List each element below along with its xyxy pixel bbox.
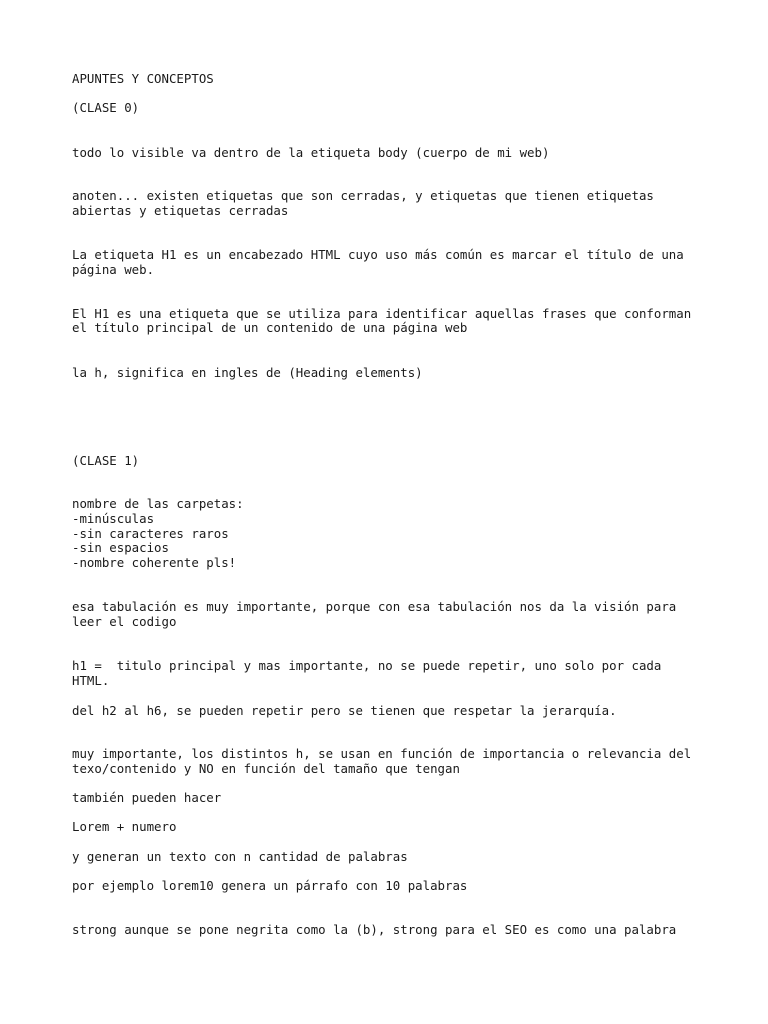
folders-item: -minúsculas — [72, 511, 155, 526]
folders-item: -sin espacios — [72, 540, 169, 555]
paragraph-lorem: Lorem + numero — [72, 819, 177, 834]
folders-item: -nombre coherente pls! — [72, 555, 237, 570]
paragraph-heading-meaning: la h, significa en ingles de (Heading elements) — [72, 365, 423, 380]
paragraph-h1-definition-line-2: el título principal de un contenido de una página web — [72, 320, 468, 335]
paragraph-generate: y generan un texto con n cantidad de palabras — [72, 849, 408, 864]
paragraph-tags-line-1: anoten... existen etiquetas que son cerradas, y etiquetas que tienen etiquetas — [72, 188, 654, 203]
paragraph-relevance-line-2: texo/contenido y NO en función del tamaño que tengan — [72, 761, 460, 776]
folders-item: -sin caracteres raros — [72, 526, 229, 541]
paragraph-h2-h6: del h2 al h6, se pueden repetir pero se tienen que respetar la jerarquía. — [72, 703, 617, 718]
folders-title: nombre de las carpetas: — [72, 496, 244, 511]
paragraph-tags-line-2: abiertas y etiquetas cerradas — [72, 203, 289, 218]
paragraph-also: también pueden hacer — [72, 790, 222, 805]
document-title: APUNTES Y CONCEPTOS — [72, 71, 214, 86]
paragraph-h1-definition-line-1: El H1 es una etiqueta que se utiliza para identificar aquellas frases que conforman — [72, 306, 692, 321]
paragraph-body-tag: todo lo visible va dentro de la etiqueta body (cuerpo de mi web) — [72, 145, 550, 160]
paragraph-h1-rule-line-1: h1 = titulo principal y mas importante, no se puede repetir, uno solo por cada — [72, 658, 662, 673]
paragraph-h1-line-2: página web. — [72, 262, 155, 277]
paragraph-h1-rule-line-2: HTML. — [72, 673, 110, 688]
paragraph-tabulation-line-1: esa tabulación es muy importante, porque con esa tabulación nos da la visión para — [72, 599, 677, 614]
class-1-heading: (CLASE 1) — [72, 453, 140, 468]
paragraph-h1-line-1: La etiqueta H1 es un encabezado HTML cuyo uso más común es marcar el título de una — [72, 247, 684, 262]
paragraph-strong: strong aunque se pone negrita como la (b), strong para el SEO es como una palabra — [72, 922, 677, 937]
class-0-heading: (CLASE 0) — [72, 100, 140, 115]
paragraph-tabulation-line-2: leer el codigo — [72, 614, 177, 629]
paragraph-example: por ejemplo lorem10 genera un párrafo con 10 palabras — [72, 878, 468, 893]
paragraph-relevance-line-1: muy importante, los distintos h, se usan en función de importancia o relevancia del — [72, 746, 692, 761]
